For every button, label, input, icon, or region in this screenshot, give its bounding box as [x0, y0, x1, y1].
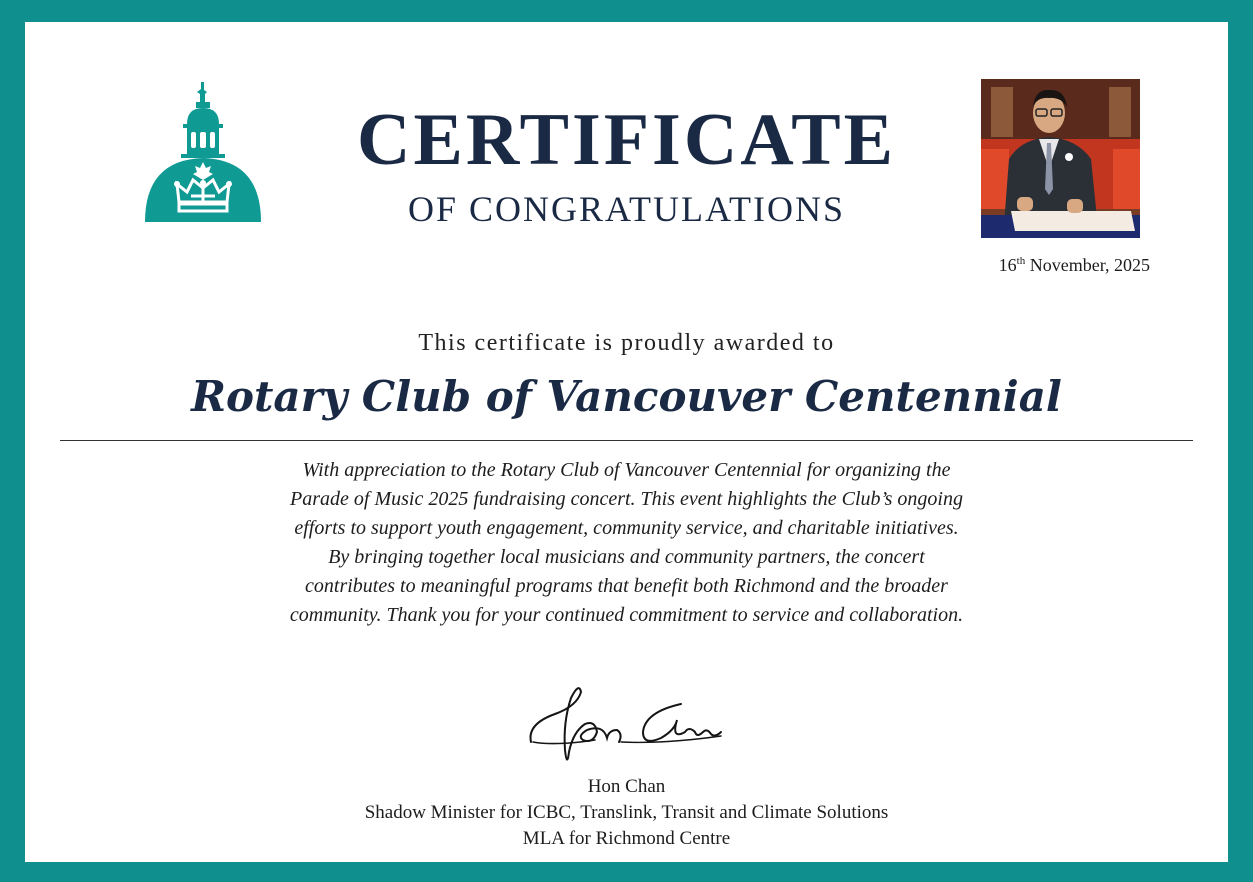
certificate-date — [950, 255, 1150, 276]
body-line: community. Thank you for your continued commitment to service and collaboration. — [289, 604, 964, 626]
body-line: By bringing together local musicians and community partners, the concert — [328, 546, 925, 568]
recipient-name: Rotary Club of Vancouver Centennial — [191, 372, 1062, 421]
body-line: contributes to meaningful programs that benefit both Richmond and the broader — [305, 575, 948, 597]
certificate-subtitle: OF CONGRATULATIONS — [407, 189, 846, 229]
signer-title: Shadow Minister for ICBC, Translink, Transit and Climate Solutions — [364, 802, 889, 823]
body-line: With appreciation to the Rotary Club of Vancouver Centennial for organizing the — [302, 459, 951, 481]
signer-block — [25, 774, 1228, 852]
certificate — [25, 22, 1228, 862]
signer-photo — [981, 79, 1140, 238]
body-line: efforts to support youth engagement, community service, and charitable initiatives. — [294, 517, 959, 539]
body-line: Parade of Music 2025 fundraising concert. This event highlights the Club’s ongoing — [290, 488, 963, 510]
date-day: 16 — [998, 255, 1017, 275]
awarded-text: This certificate is proudly awarded to — [418, 330, 835, 356]
handwritten-signature — [525, 682, 725, 772]
appreciation-text — [245, 456, 1008, 630]
certificate-title: CERTIFICATE — [357, 99, 896, 181]
date-month-year: November, 2025 — [1025, 255, 1150, 275]
signer-name: Hon Chan — [587, 776, 666, 797]
signer-role: MLA for Richmond Centre — [522, 828, 731, 849]
date-suffix: th — [1016, 255, 1026, 267]
divider-line — [60, 440, 1193, 441]
